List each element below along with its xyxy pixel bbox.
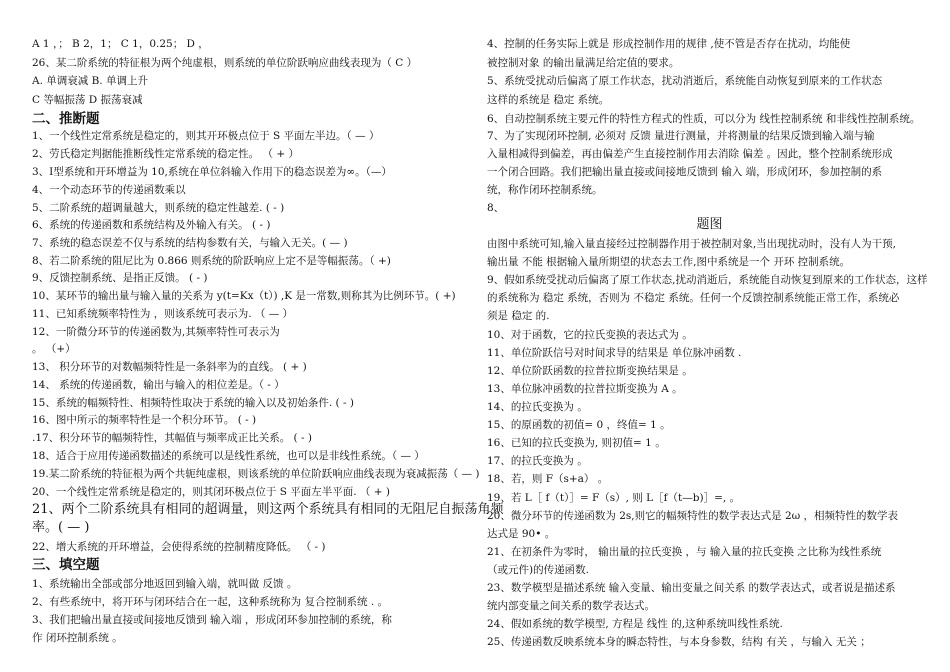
text-line: 。 （+） xyxy=(32,343,76,355)
text-line: 这样的系统是 稳定 系统。 xyxy=(487,94,610,106)
text-line: 11、已知系统频率特性为 ，则该系统可表示为. （ — ） xyxy=(32,308,294,320)
text-line: 6、自动控制系统主要元件的特性方程式的性质，可以分为 线性控制系统 和非线性控制系统。 xyxy=(487,113,921,125)
text-line: 入量相减得到偏差，再由偏差产生直接控制作用去消除 偏差 。因此，整个控制系统形成 xyxy=(487,148,893,160)
text-line: 被控制对象 的输出量满足给定值的要求。 xyxy=(487,57,680,69)
text-line: 13、单位脉冲函数的拉普拉斯变换为 A 。 xyxy=(487,383,683,395)
text-line: 9、假如系统受扰动后偏离了原工作状态,扰动消逝后，系统能自动恢复到原来的工作状态，这样 xyxy=(487,274,928,286)
text-line: 4、控制的任务实际上就是 形成控制作用的规律 ,使不管是否存在扰动，均能使 xyxy=(487,38,851,50)
text-line: C 等幅振荡 D 振荡衰减 xyxy=(32,94,143,106)
text-line: 20、微分环节的传递函数为 2s,则它的幅频特性的数学表达式是 2ω ，相频特性的数学表 xyxy=(487,510,899,522)
text-line: 5、二阶系统的超调量越大，则系统的稳定性越差. ( - ) xyxy=(32,202,285,214)
text-line: 2、有些系统中，将开环与闭环结合在一起，这种系统称为 复合控制系统 . 。 xyxy=(32,596,389,608)
text-line: 10、某环节的输出量与输入量的关系为 y(t=Kx（t）) ,K 是一常数,则称其为比例环节。( +) xyxy=(32,290,456,302)
text-line: 9、反馈控制系统、是指正反馈。 ( - ) xyxy=(32,272,208,284)
text-line: 12、单位阶跃函数的拉普拉斯变换结果是 。 xyxy=(487,365,693,377)
section-heading: 三、填空题 xyxy=(32,557,100,573)
text-line: 21、两个二阶系统具有相同的超调量，则这两个系统具有相同的无阻尼自振荡角频 xyxy=(32,502,504,517)
text-line: 达式是 90• 。 xyxy=(487,528,556,540)
text-line: 6、系统的传递函数和系统结构及外输入有关。 ( - ) xyxy=(32,219,271,231)
text-line: 18、适合于应用传递函数描述的系统可以是线性系统，也可以是非线性系统。（ — ） xyxy=(32,450,425,462)
text-line: 21、在初条件为零时， 输出量的拉氏变换 ，与 输入量的拉氏变换 之比称为线性系统 xyxy=(487,546,882,558)
text-line: 14、 系统的传递函数，输出与输入的相位差是。（ - ） xyxy=(32,379,285,391)
text-line: 1、系统输出全部或部分地返回到输入端，就叫做 反馈 。 xyxy=(32,578,298,590)
section-heading: 二、推断题 xyxy=(32,111,100,127)
text-line: 统内部变量之间关系的数学表达式。 xyxy=(487,600,655,612)
text-line: 12、一阶微分环节的传递函数为,其频率特性可表示为 xyxy=(32,326,280,338)
text-line: 题图 xyxy=(696,217,723,232)
text-line: （或元件)的传递函数. xyxy=(487,564,589,576)
text-line: 25、传递函数反映系统本身的瞬态特性，与本身参数，结构 有关 ，与输入 无关 ； xyxy=(487,636,871,648)
text-line: 一个闭合回路。我们把输出量直接或间接地反馈到 输入 端，形成闭环，参加控制的系 xyxy=(487,166,883,178)
text-line: 16、图中所示的频率特性是一个积分环节。 ( - ) xyxy=(32,414,257,426)
text-line: 20、一个线性定常系统是稳定的，则其闭环极点位于 S 平面左半平面. （ + ) xyxy=(32,486,390,498)
text-line: 15、的原函数的初值= 0 ，终值= 1 。 xyxy=(487,419,671,431)
text-line: 5、系统受扰动后偏离了原工作状态，扰动消逝后，系统能自动恢复到原来的工作状态 xyxy=(487,75,883,87)
text-line: 19.某二阶系统的特征根为两个共轭纯虚根，则该系统的单位阶跃响应曲线表现为衰减振荡（ — ) xyxy=(32,468,480,480)
text-line: 13、 积分环节的对数幅频特性是一条斜率为的直线。 ( + ) xyxy=(32,361,307,373)
text-line: 7、为了实现闭环控制, 必须对 反馈 量进行测量，并将测量的结果反馈到输入端与输 xyxy=(487,130,875,142)
text-line: 7、系统的稳态误差不仅与系统的结构参数有关，与输入无关。( — ) xyxy=(32,237,348,249)
text-line: 22、增大系统的开环增益，会使得系统的控制精度降低。 （ - ) xyxy=(32,541,326,553)
text-line: 10、对于函数，它的拉氏变换的表达式为 。 xyxy=(487,329,693,341)
text-line: .17、积分环节的幅频特性，其幅值与频率成正比关系。 ( - ) xyxy=(32,432,312,444)
text-line: 19、若 L［ f（t）］= F（s）, 则 L［f（t—b)］=, 。 xyxy=(487,492,741,504)
text-line: 8、 xyxy=(487,202,505,214)
text-line: 统，称作闭环控制系统。 xyxy=(487,184,603,196)
text-line: 24、假如系统的数学模型, 方程是 线性 的,这种系统叫线性系统. xyxy=(487,618,783,630)
text-line: 率。( — ) xyxy=(32,520,90,535)
text-line: 23、数学模型是描述系统 输入变量、输出变量之间关系 的数学表达式，或者说是描述系 xyxy=(487,582,896,594)
right-column xyxy=(487,0,932,672)
text-line: 须是 稳定 的. xyxy=(487,310,550,322)
text-line: 3、Ⅰ型系统和开环增益为 10,系统在单位斜输入作用下的稳态误差为∞。（—） xyxy=(32,166,392,178)
text-line: 1、一个线性定常系统是稳定的，则其开环极点位于 S 平面左半边。（ — ） xyxy=(32,130,380,142)
text-line: 输出量 不能 根据输入量所期望的状态去工作,图中系统是一个 开环 控制系统。 xyxy=(487,256,851,268)
text-line: 26、某二阶系统的特征根为两个纯虚根，则系统的单位阶跃响应曲线表现为（ C ） xyxy=(32,57,418,69)
text-line: 15、系统的幅频特性、相频特性取决于系统的输入以及初始条件. ( - ) xyxy=(32,397,354,409)
text-line: 3、我们把输出量直接或间接地反馈到 输入端 ，形成闭环参加控制的系统，称 xyxy=(32,614,392,626)
text-line: 4、一个动态环节的传递函数乘以 xyxy=(32,184,186,196)
text-line: 的系统称为 稳定 系统，否则为 不稳定 系统。任何一个反馈控制系统能正常工作，系统必 xyxy=(487,292,900,304)
text-line: A 1 ，； B 2，1； C 1，0.25； D ， xyxy=(32,38,209,50)
text-line: 由图中系统可知,输入量直接经过控制器作用于被控制对象,当出现扰动时，没有人为干预, xyxy=(487,238,897,250)
text-line: 14、的拉氏变换为 。 xyxy=(487,401,588,413)
text-line: 11、单位阶跃信号对时间求导的结果是 单位脉冲函数 . xyxy=(487,347,742,359)
text-line: 16、已知的拉氏变换为, 则初值= 1 。 xyxy=(487,437,666,449)
text-line: 2、劳氏稳定判据能推断线性定常系统的稳定性。 （ + ） xyxy=(32,148,299,160)
text-line: 作 闭环控制系统 。 xyxy=(32,632,123,644)
text-line: 17、的拉氏变换为 。 xyxy=(487,455,588,467)
text-line: A. 单调衰减 B. 单调上升 xyxy=(32,75,148,87)
text-line: 8、若二阶系统的阻尼比为 0.866 则系统的阶跃响应上定不是等幅振荡。（ +) xyxy=(32,255,391,267)
text-line: 18、若，则 F（s+a） 。 xyxy=(487,473,609,485)
left-column xyxy=(32,0,504,672)
